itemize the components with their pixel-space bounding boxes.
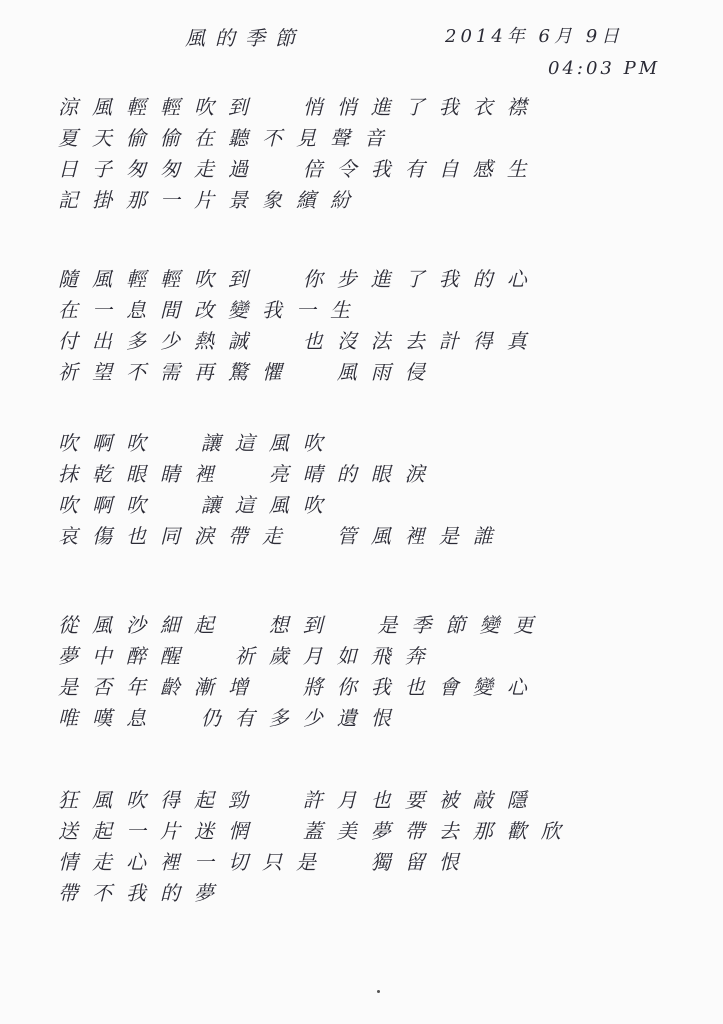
ink-dot — [377, 990, 380, 993]
lyric-line: 哀傷也同淚帶走 管風裡是誰 — [58, 524, 507, 548]
lyric-line: 唯嘆息 仍有多少遺恨 — [58, 706, 405, 730]
page-title: 風的季節 — [185, 26, 305, 50]
lyric-line: 記掛那一片景象繽紛 — [58, 188, 364, 212]
lyric-line: 狂風吹得起勁 許月也要被敲隱 — [58, 788, 541, 812]
time-stamp: 04:03 PM — [548, 58, 661, 79]
lyric-line: 是否年齡漸增 將你我也會變心 — [58, 675, 541, 699]
lyric-line: 帶不我的夢 — [58, 881, 228, 905]
lyric-line: 夢中醉醒 祈歲月如飛奔 — [58, 644, 439, 668]
stanza-2 — [58, 264, 678, 388]
stanza-4 — [58, 610, 678, 734]
lyric-line: 祈望不需再驚懼 風雨侵 — [58, 360, 439, 384]
lyric-line: 送起一片迷惘 蓋美夢帶去那歡欣 — [58, 819, 575, 843]
stanza-3 — [58, 428, 678, 552]
stanza-1 — [58, 92, 678, 216]
lyric-line: 抹乾眼睛裡 亮晴的眼淚 — [58, 462, 439, 486]
lyric-line: 付出多少熱誠 也沒法去計得真 — [58, 329, 541, 353]
date-stamp: 2014年 6月 9日 — [445, 26, 624, 47]
lyric-line: 吹啊吹 讓這風吹 — [58, 493, 337, 517]
lyric-line: 夏天偷偷在聽不見聲音 — [58, 126, 398, 150]
lyric-line: 從風沙細起 想到 是季節變更 — [58, 613, 548, 637]
lyric-line: 情走心裡一切只是 獨留恨 — [58, 850, 473, 874]
lyric-line: 涼風輕輕吹到 悄悄進了我衣襟 — [58, 95, 541, 119]
lyric-line: 吹啊吹 讓這風吹 — [58, 431, 337, 455]
stanza-5 — [58, 785, 678, 909]
lyric-line: 日子匆匆走過 倍令我有自感生 — [58, 157, 541, 181]
lyric-line: 在一息間改變我一生 — [58, 298, 364, 322]
lyric-line: 隨風輕輕吹到 你步進了我的心 — [58, 267, 541, 291]
